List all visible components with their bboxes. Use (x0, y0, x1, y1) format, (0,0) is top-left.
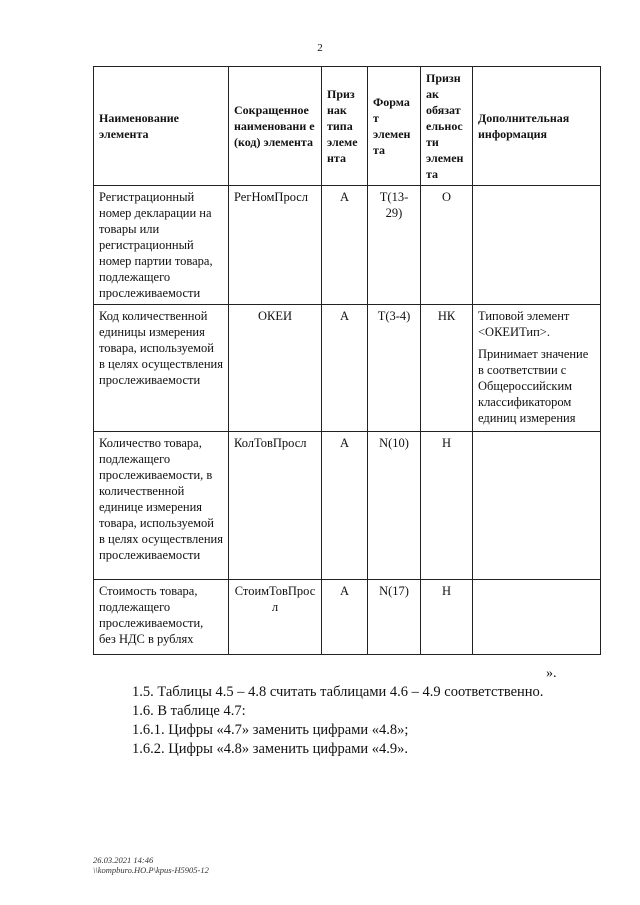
table-header-row (94, 67, 601, 186)
paragraph: 1.6.1. Цифры «4.7» заменить цифрами «4.8»; (132, 722, 409, 738)
footer-file-path: \\kompburo.HO.P\kpus-H5905-12 (93, 865, 209, 875)
cell-info (473, 305, 601, 432)
amendment-paragraphs (132, 683, 543, 759)
paragraph: 1.5. Таблицы 4.5 – 4.8 считать таблицами 4.6 – 4.9 соответственно. (132, 684, 544, 700)
cell-info-part: Типовой элемент <ОКЕИТип>. (478, 309, 570, 339)
header-element-format: Форма т элемен та (368, 67, 421, 186)
cell-format: T(13-29) (368, 186, 421, 305)
closing-quote: ». (546, 666, 557, 681)
header-element-required: Призн ак обязат ельнос ти элемен та (421, 67, 473, 186)
elements-table (93, 66, 601, 655)
cell-name: Количество товара, подлежащего прослеживаемости, в количественной единице измерения товара, используемой в целях осуществления прослеживаемости (94, 432, 229, 580)
cell-required: Н (421, 580, 473, 655)
table-row (94, 580, 601, 655)
cell-required: Н (421, 432, 473, 580)
cell-name: Регистрационный номер декларации на товары или регистрационный номер партии товара, подлежащего прослеживаемости (94, 186, 229, 305)
page-number: 2 (317, 42, 323, 54)
cell-info (473, 186, 601, 305)
cell-required: НК (421, 305, 473, 432)
cell-format: N(10) (368, 432, 421, 580)
table-row (94, 186, 601, 305)
cell-info-part: Принимает значение в соответствии с Общероссийским классификатором единиц измерения (478, 347, 589, 425)
header-element-code: Сокращенное наименовани е (код) элемента (229, 67, 322, 186)
cell-type: А (322, 580, 368, 655)
cell-code: РегНомПросл (229, 186, 322, 305)
cell-format: T(3-4) (368, 305, 421, 432)
cell-type: А (322, 186, 368, 305)
table-row (94, 305, 601, 432)
cell-code: СтоимТовПросл (229, 580, 322, 655)
cell-type: А (322, 305, 368, 432)
footer-timestamp: 26.03.2021 14:46 (93, 855, 154, 865)
paragraph: 1.6. В таблице 4.7: (132, 703, 246, 719)
cell-info (473, 580, 601, 655)
footer-stamp (93, 855, 209, 875)
table-row (94, 432, 601, 580)
paragraph: 1.6.2. Цифры «4.8» заменить цифрами «4.9». (132, 741, 409, 757)
cell-code: КолТовПросл (229, 432, 322, 580)
header-element-name: Наименование элемента (94, 67, 229, 186)
cell-format: N(17) (368, 580, 421, 655)
header-additional-info: Дополнительная информация (473, 67, 601, 186)
cell-code: ОКЕИ (229, 305, 322, 432)
cell-required: О (421, 186, 473, 305)
cell-type: А (322, 432, 368, 580)
header-element-type: Приз нак типа элеме нта (322, 67, 368, 186)
cell-name: Стоимость товара, подлежащего прослеживаемости, без НДС в рублях (94, 580, 229, 655)
cell-info (473, 432, 601, 580)
cell-name: Код количественной единицы измерения товара, используемой в целях осуществления прослеживаемости (94, 305, 229, 432)
